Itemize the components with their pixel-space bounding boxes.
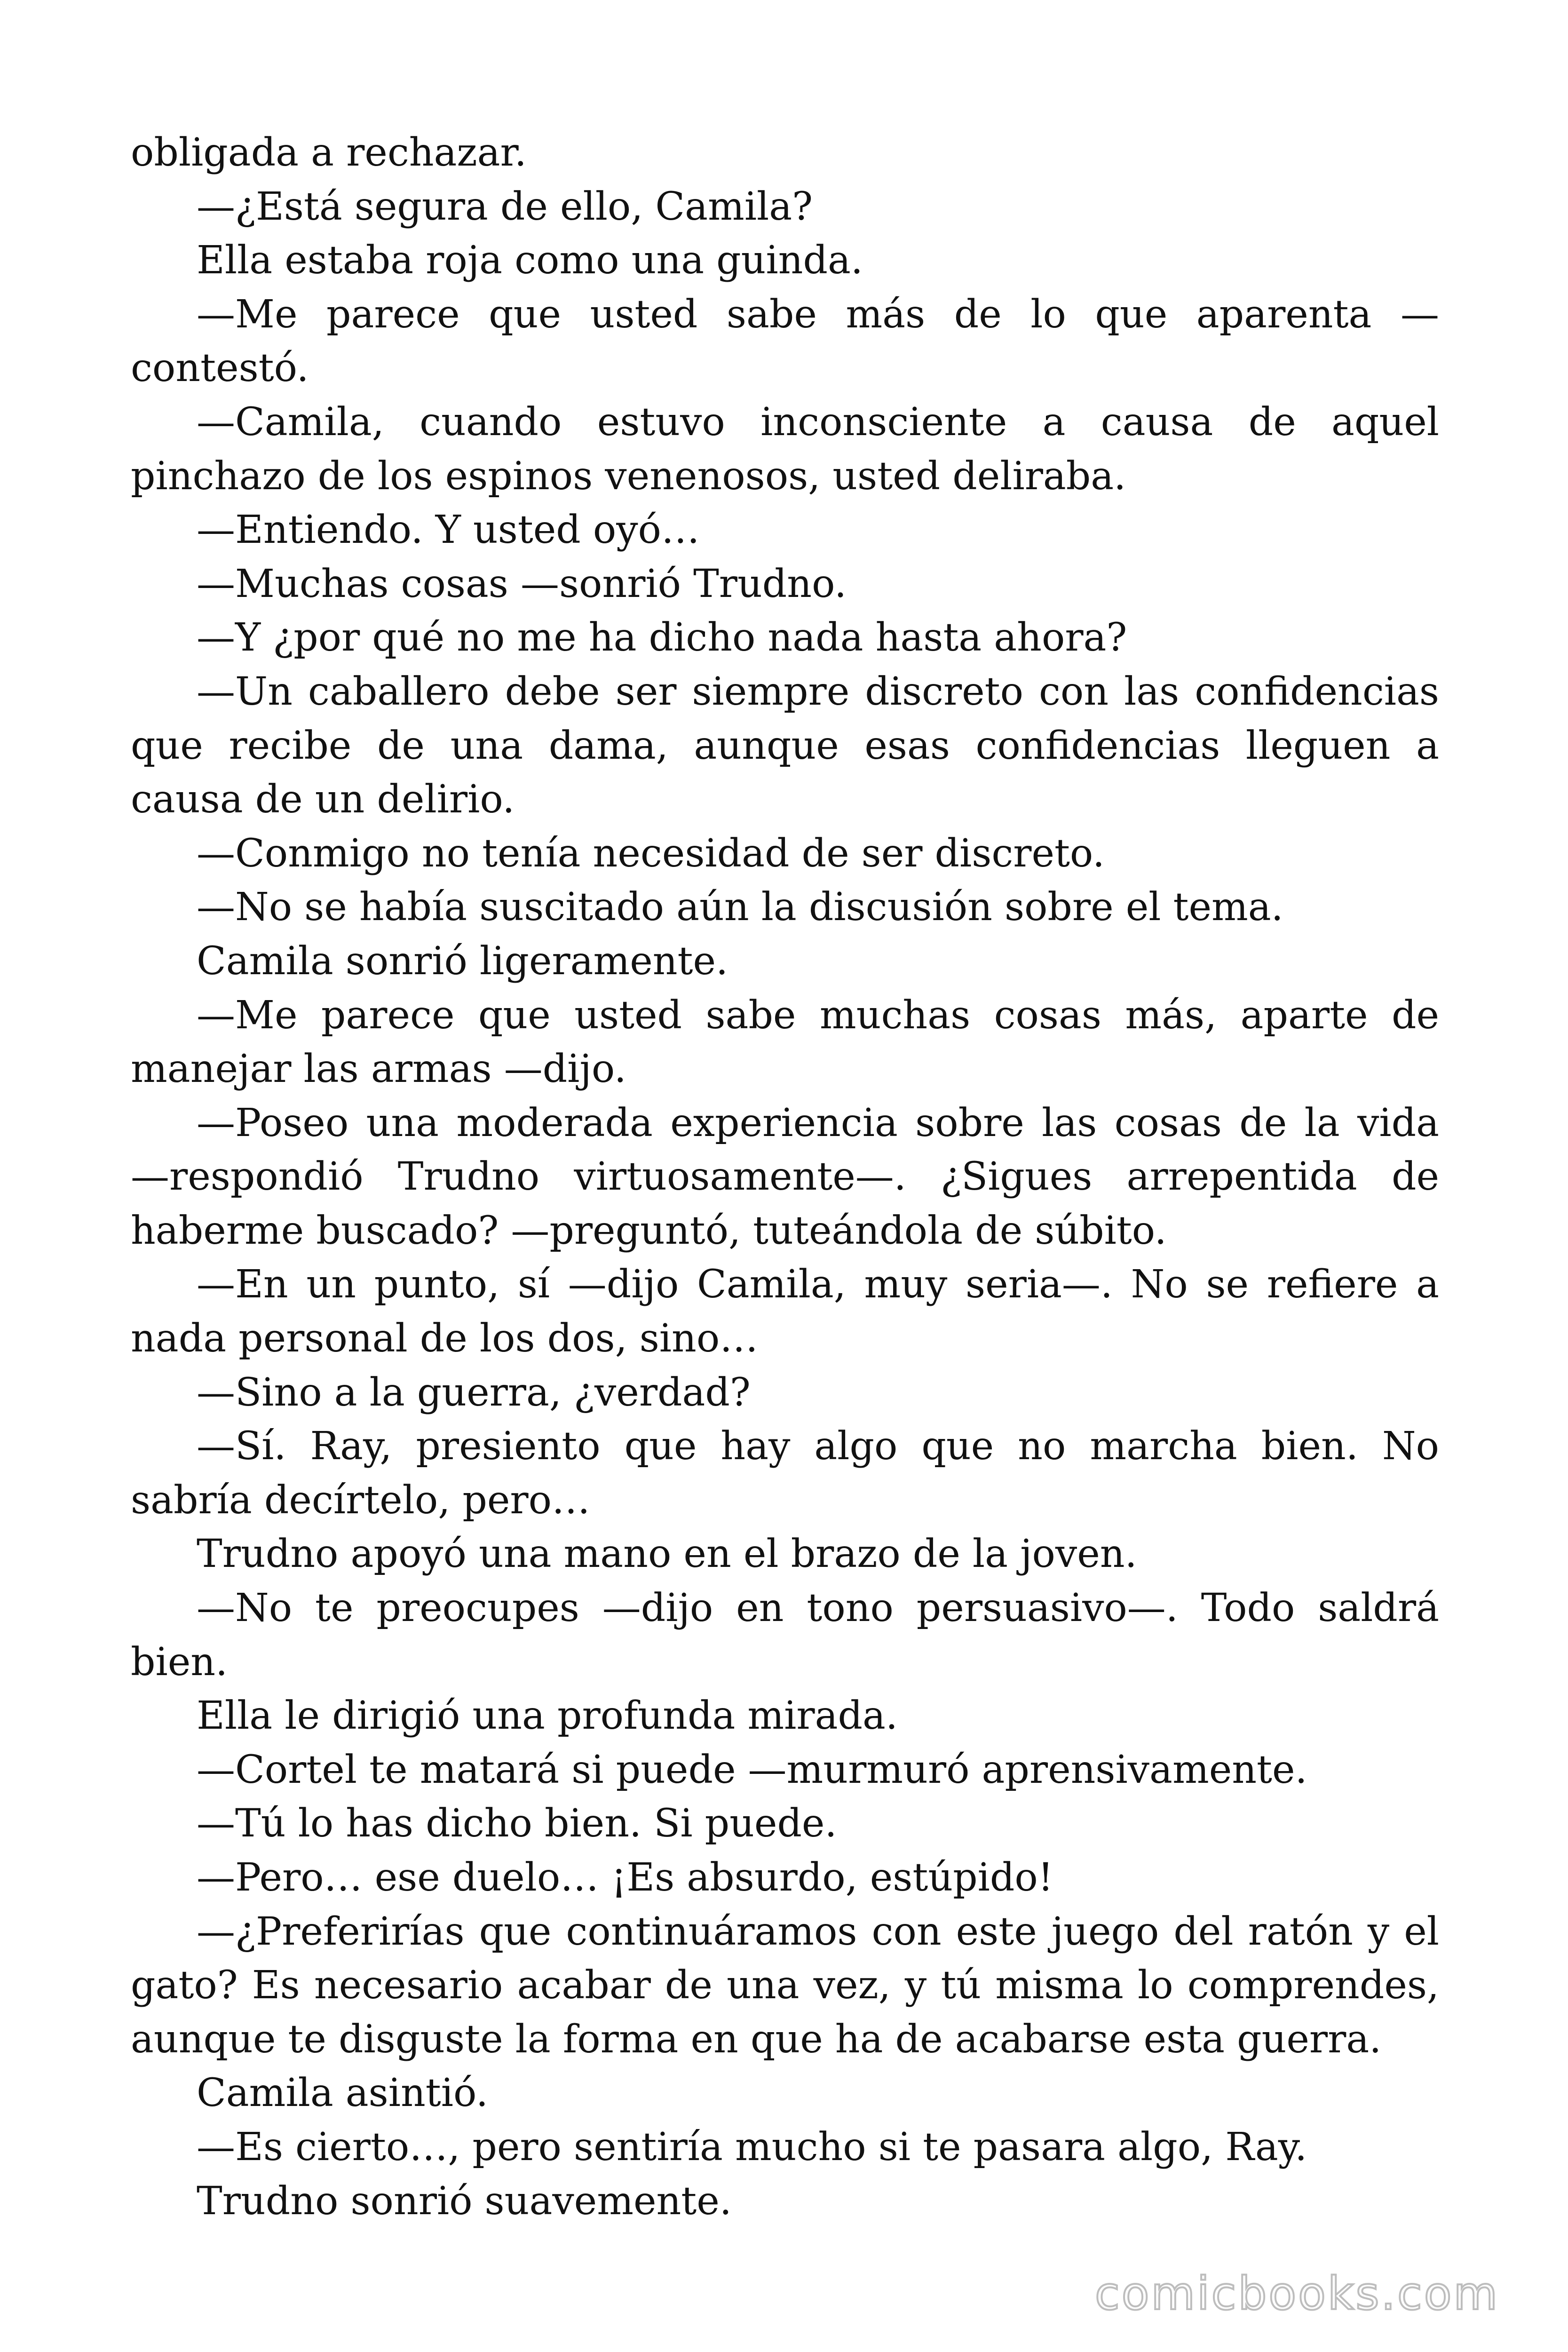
paragraph: —Me parece que usted sabe muchas cosas más, aparte de manejar las armas —dijo. bbox=[131, 993, 1439, 1092]
paragraph: Camila asintió. bbox=[197, 2071, 488, 2116]
paragraph: —¿Está segura de ello, Camila? bbox=[197, 184, 813, 229]
paragraph: —Tú lo has dicho bien. Si puede. bbox=[197, 1801, 837, 1846]
paragraph: Ella estaba roja como una guinda. bbox=[197, 238, 863, 283]
paragraph: —Entiendo. Y usted oyó… bbox=[197, 508, 700, 553]
paragraph: —Sí. Ray, presiento que hay algo que no marcha bien. No sabría decírtelo, pero… bbox=[131, 1424, 1439, 1523]
paragraph: —Cortel te matará si puede —murmuró aprensivamente. bbox=[197, 1747, 1307, 1792]
paragraph: —Conmigo no tenía necesidad de ser discreto. bbox=[197, 831, 1105, 876]
paragraph: Trudno apoyó una mano en el brazo de la joven. bbox=[197, 1532, 1137, 1577]
paragraph: —Me parece que usted sabe más de lo que aparenta —contestó. bbox=[131, 292, 1439, 391]
paragraph: Ella le dirigió una profunda mirada. bbox=[197, 1693, 898, 1739]
paragraph: —Un caballero debe ser siempre discreto con las confidencias que recibe de una dama, aunque esas confidencias lleguen a causa de un delirio. bbox=[131, 669, 1439, 822]
paragraph: —Muchas cosas —sonrió Trudno. bbox=[197, 561, 847, 606]
paragraph: —Pero… ese duelo… ¡Es absurdo, estúpido! bbox=[197, 1855, 1053, 1900]
paragraph: —¿Preferirías que continuáramos con este juego del ratón y el gato? Es necesario acabar de una vez, y tú misma lo comprendes, aunque te disguste la forma en que ha de acabarse esta guerra. bbox=[131, 1909, 1439, 2062]
paragraph: —No te preocupes —dijo en tono persuasivo—. Todo saldrá bien. bbox=[131, 1586, 1439, 1685]
watermark: comicbooks.com bbox=[1094, 2267, 1499, 2320]
book-page-text bbox=[131, 126, 1439, 2228]
paragraph: —Es cierto…, pero sentiría mucho si te pasara algo, Ray. bbox=[197, 2124, 1307, 2169]
paragraph: —No se había suscitado aún la discusión sobre el tema. bbox=[197, 885, 1283, 930]
paragraph: —Y ¿por qué no me ha dicho nada hasta ahora? bbox=[197, 615, 1127, 660]
paragraph: Camila sonrió ligeramente. bbox=[197, 938, 729, 984]
paragraph: —Camila, cuando estuvo inconsciente a causa de aquel pinchazo de los espinos venenosos, usted deliraba. bbox=[131, 399, 1439, 499]
paragraph: Trudno sonrió suavemente. bbox=[197, 2178, 732, 2224]
paragraph: obligada a rechazar. bbox=[131, 130, 527, 175]
paragraph: —En un punto, sí —dijo Camila, muy seria—. No se refiere a nada personal de los dos, sino… bbox=[131, 1262, 1439, 1361]
paragraph: —Poseo una moderada experiencia sobre las cosas de la vida —respondió Trudno virtuosamente—. ¿Sigues arrepentida de haberme buscado? —preguntó, tuteándola de súbito. bbox=[131, 1100, 1439, 1253]
paragraph: —Sino a la guerra, ¿verdad? bbox=[197, 1370, 751, 1415]
